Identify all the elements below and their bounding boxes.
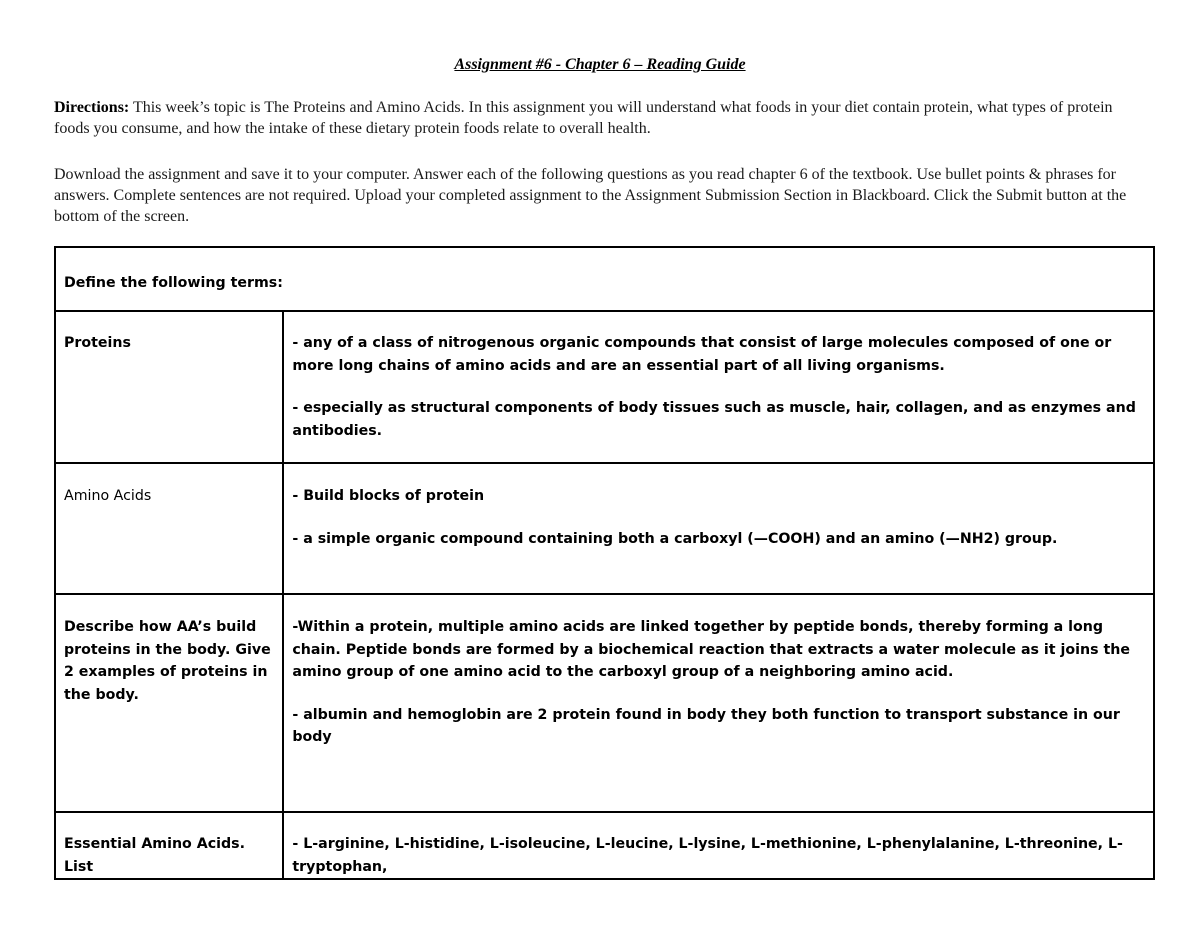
- directions-label: Directions:: [54, 99, 130, 116]
- answer-cell-proteins: [283, 311, 1154, 463]
- term-cell-essential-aa: Essential Amino Acids. List: [55, 812, 283, 879]
- answer-cell-essential-aa: [283, 812, 1154, 879]
- answer-cell-describe-aa: [283, 594, 1154, 812]
- term-cell-amino-acids: Amino Acids: [55, 463, 283, 594]
- answer-cell-amino-acids: [283, 463, 1154, 594]
- directions-text: This week’s topic is The Proteins and Amino Acids. In this assignment you will understand what foods in your diet contain protein, what types of protein foods you consume, and how the intake of these dietary protein foods relate to overall health.: [54, 99, 1113, 137]
- answer-line: - a simple organic compound containing both a carboxyl (—COOH) and an amino (—NH2) group.: [292, 530, 1058, 547]
- answer-line: - albumin and hemoglobin are 2 protein found in body they both function to transport substance in our body: [292, 706, 1120, 745]
- assignment-title: Assignment #6 - Chapter 6 – Reading Guide: [454, 56, 746, 73]
- answer-line: - L-arginine, L-histidine, L-isoleucine, L-leucine, L-lysine, L-methionine, L-phenylalanine, L-threonine, L-tryptophan,: [292, 836, 1123, 875]
- table-row-amino-acids: [55, 463, 1154, 594]
- directions-paragraph: [54, 97, 1144, 139]
- answer-line: -Within a protein, multiple amino acids are linked together by peptide bonds, thereby forming a long chain. Peptide bonds are formed by a biochemical reaction that extracts a water molecule as it joins the amino group of one amino acid to the carboxyl group of a neighboring amino acid.: [292, 619, 1130, 680]
- term-cell-describe-aa: Describe how AA’s build proteins in the body. Give 2 examples of proteins in the body.: [55, 594, 283, 812]
- instructions-paragraph: Download the assignment and save it to your computer. Answer each of the following questions as you read chapter 6 of the textbook. Use bullet points & phrases for answers. Complete sentences are not required. Upload your completed assignment to the Assignment Submission Section in Blackboard. Click the Submit button at the bottom of the screen.: [54, 166, 1127, 225]
- table-row-essential-aa: [55, 812, 1154, 879]
- reading-guide-table: [54, 246, 1155, 880]
- table-header-cell: Define the following terms:: [55, 247, 1154, 311]
- table-row-proteins: [55, 311, 1154, 463]
- answer-line: - Build blocks of protein: [292, 488, 485, 504]
- table-row-describe-aa: [55, 594, 1154, 812]
- term-cell-proteins: Proteins: [55, 311, 283, 463]
- answer-line: - any of a class of nitrogenous organic compounds that consist of large molecules composed of one or more long chains of amino acids and are an essential part of all living organisms.: [292, 335, 1112, 374]
- table-header-row: [55, 247, 1154, 311]
- answer-line: - especially as structural components of body tissues such as muscle, hair, collagen, and as enzymes and antibodies.: [292, 400, 1136, 439]
